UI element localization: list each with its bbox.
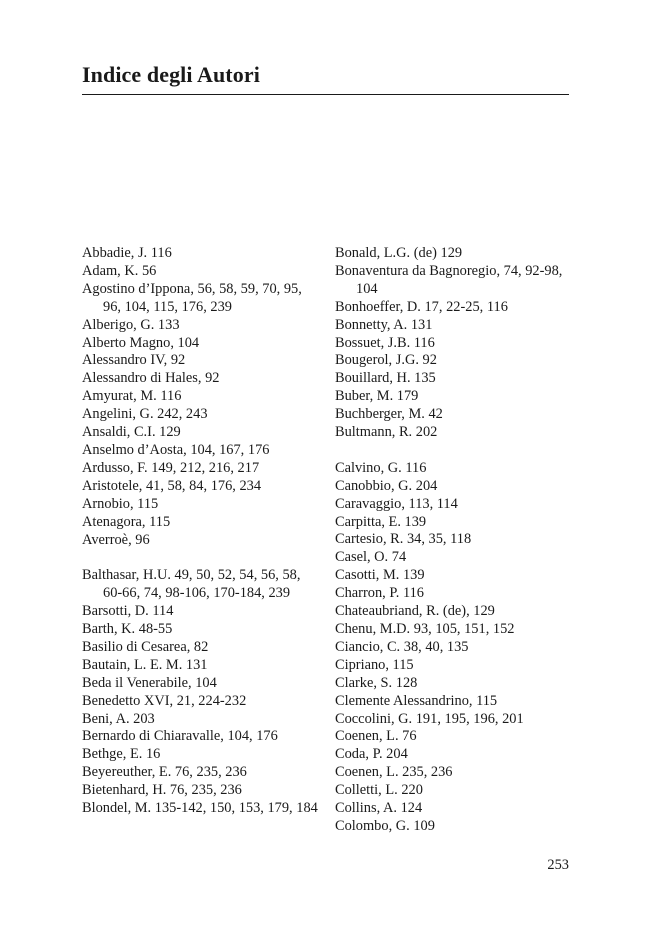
index-entry: Charron, P. 116 — [335, 585, 425, 602]
index-entry: Bautain, L. E. M. 131 — [82, 656, 208, 673]
index-entry: Barth, K. 48-55 — [82, 621, 173, 638]
index-entry: Bougerol, J.G. 92 — [335, 352, 437, 369]
index-entry: Canobbio, G. 204 — [335, 477, 438, 494]
page-number: 253 — [547, 857, 569, 873]
index-entry: Alessandro di Hales, 92 — [82, 370, 220, 387]
index-entry: Coda, P. 204 — [335, 746, 408, 763]
index-entry: Basilio di Cesarea, 82 — [82, 638, 209, 655]
index-entry: Collins, A. 124 — [335, 800, 423, 817]
index-entry: Clarke, S. 128 — [335, 674, 418, 691]
index-entry: Amyurat, M. 116 — [82, 388, 182, 405]
index-entry: Bonhoeffer, D. 17, 22-25, 116 — [335, 298, 508, 315]
index-column-right — [335, 245, 571, 836]
index-entry: Bethge, E. 16 — [82, 746, 161, 763]
index-entry: Bonaventura da Bagnoregio, 74, 92-98, 104 — [335, 262, 563, 297]
index-entry: Bultmann, R. 202 — [335, 424, 438, 441]
index-entry: Adam, K. 56 — [82, 262, 157, 279]
index-entry: Chateaubriand, R. (de), 129 — [335, 603, 495, 620]
index-entry: Benedetto XVI, 21, 224-232 — [82, 692, 247, 709]
index-entry: Buber, M. 179 — [335, 388, 419, 405]
index-entry: Cipriano, 115 — [335, 656, 414, 673]
page-title: Indice degli Autori — [82, 62, 260, 87]
index-entry: Barsotti, D. 114 — [82, 603, 174, 620]
index-entry: Beni, A. 203 — [82, 710, 155, 727]
index-entry: Agostino d’Ippona, 56, 58, 59, 70, 95, 96, 104, 115, 176, 239 — [82, 280, 302, 315]
index-entry: Buchberger, M. 42 — [335, 406, 443, 423]
index-entry: Colombo, G. 109 — [335, 817, 435, 834]
index-entry: Atenagora, 115 — [82, 513, 171, 530]
index-entry: Aristotele, 41, 58, 84, 176, 234 — [82, 477, 262, 494]
index-entry: Carpitta, E. 139 — [335, 513, 427, 530]
index-entry: Chenu, M.D. 93, 105, 151, 152 — [335, 621, 515, 638]
index-entry: Beyereuther, E. 76, 235, 236 — [82, 764, 247, 781]
index-column-left — [82, 245, 318, 818]
index-entry: Coccolini, G. 191, 195, 196, 201 — [335, 710, 524, 727]
index-section-gap — [335, 442, 571, 460]
index-entry: Alberigo, G. 133 — [82, 316, 180, 333]
index-section-gap — [82, 549, 318, 567]
index-entry: Beda il Venerabile, 104 — [82, 674, 217, 691]
index-entry: Alberto Magno, 104 — [82, 334, 200, 351]
index-entry: Bietenhard, H. 76, 235, 236 — [82, 782, 242, 799]
index-entry: Caravaggio, 113, 114 — [335, 495, 458, 512]
index-entry: Casel, O. 74 — [335, 549, 407, 566]
index-entry: Colletti, L. 220 — [335, 782, 423, 799]
index-entry: Bouillard, H. 135 — [335, 370, 436, 387]
index-entry: Abbadie, J. 116 — [82, 245, 172, 261]
index-entry: Averroè, 96 — [82, 531, 150, 548]
index-entry: Balthasar, H.U. 49, 50, 52, 54, 56, 58, 60-66, 74, 98-106, 170-184, 239 — [82, 567, 301, 602]
index-entry: Anselmo d’Aosta, 104, 167, 176 — [82, 441, 270, 458]
index-entry: Alessandro IV, 92 — [82, 352, 186, 369]
index-entry: Cartesio, R. 34, 35, 118 — [335, 531, 472, 548]
index-entry: Coenen, L. 76 — [335, 728, 417, 745]
index-entry: Bernardo di Chiaravalle, 104, 176 — [82, 728, 278, 745]
index-entry: Arnobio, 115 — [82, 495, 159, 512]
index-entry: Bonald, L.G. (de) 129 — [335, 245, 463, 261]
index-entry: Coenen, L. 235, 236 — [335, 764, 453, 781]
index-entry: Bossuet, J.B. 116 — [335, 334, 435, 351]
index-entry: Ardusso, F. 149, 212, 216, 217 — [82, 459, 260, 476]
index-entry: Bonnetty, A. 131 — [335, 316, 433, 333]
index-entry: Clemente Alessandrino, 115 — [335, 692, 498, 709]
index-entry: Angelini, G. 242, 243 — [82, 406, 208, 423]
index-entry: Ansaldi, C.I. 129 — [82, 424, 181, 441]
index-entry: Ciancio, C. 38, 40, 135 — [335, 638, 469, 655]
title-rule — [82, 94, 569, 95]
index-entry: Blondel, M. 135-142, 150, 153, 179, 184 — [82, 800, 318, 817]
index-entry: Calvino, G. 116 — [335, 459, 427, 476]
index-entry: Casotti, M. 139 — [335, 567, 425, 584]
